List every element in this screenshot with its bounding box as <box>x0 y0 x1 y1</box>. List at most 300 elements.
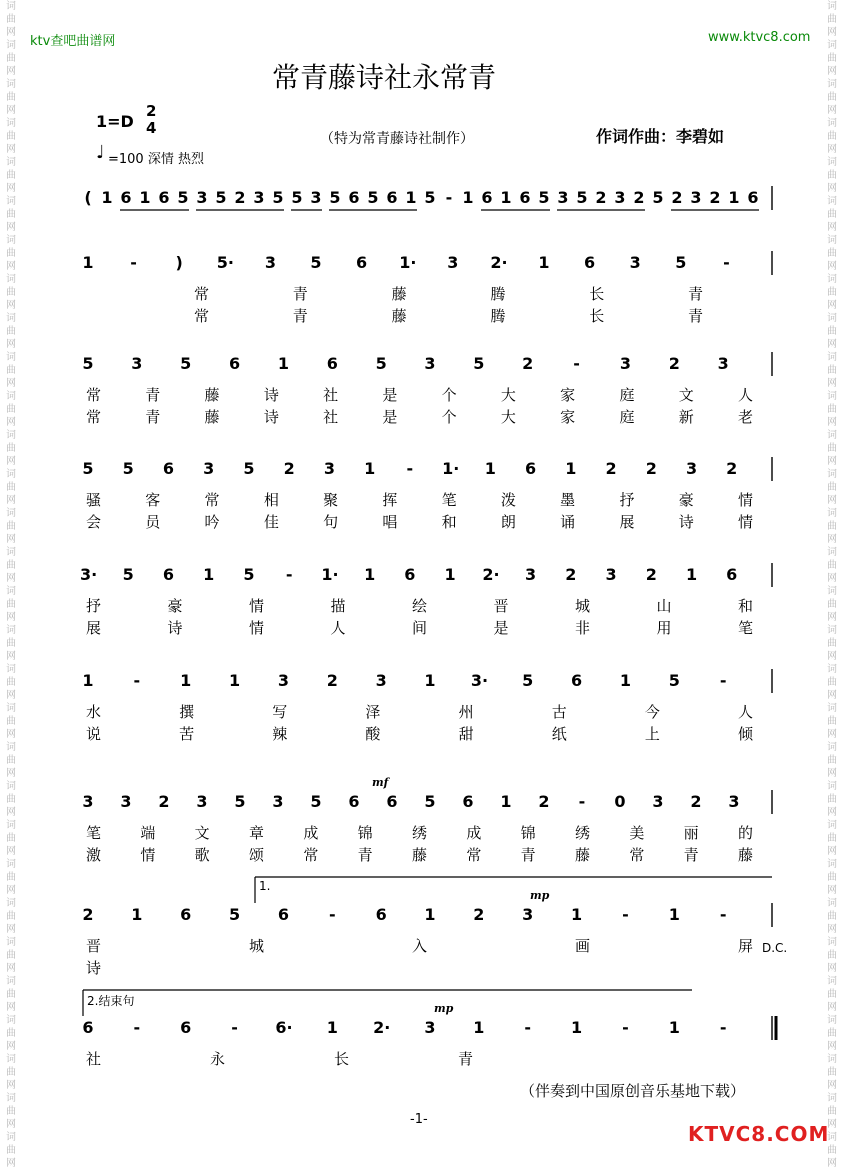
note: - <box>133 1018 141 1037</box>
note: 3 <box>652 792 664 811</box>
time-signature-bottom: 4 <box>146 119 157 137</box>
note: 5 <box>473 354 485 373</box>
lyric-char: 佳 <box>263 513 279 531</box>
note: 5 <box>424 792 436 811</box>
note: 5 <box>243 459 255 478</box>
time-signature-top: 2 <box>146 102 157 120</box>
note: 5 <box>668 671 680 690</box>
lyric-char: 豪 <box>167 597 183 615</box>
lyric-char: 客 <box>145 491 161 509</box>
note: 2 <box>158 792 170 811</box>
note: 2 <box>326 671 338 690</box>
note: 3 <box>728 792 740 811</box>
note: 5 <box>228 905 241 924</box>
tempo-marking: =100 深情 热烈 <box>108 152 204 167</box>
repeat-parenthesis: ) <box>175 253 183 272</box>
note: 5 <box>329 188 341 207</box>
note: 6 <box>519 188 531 207</box>
lyric-char: 成 <box>466 824 482 842</box>
lyric-char: 辣 <box>272 725 288 743</box>
note: 1 <box>101 188 113 207</box>
note: 5 <box>243 565 255 584</box>
note: 5 <box>215 188 227 207</box>
note: 3 <box>120 792 132 811</box>
lyric-char: 笔 <box>441 491 457 509</box>
note: 6 <box>180 1018 192 1037</box>
note: 1 <box>180 671 192 690</box>
lyric-char: 朗 <box>500 513 516 531</box>
lyric-char: 晋 <box>86 937 102 955</box>
note: 1 <box>364 459 376 478</box>
lyric-char: 骚 <box>86 491 102 509</box>
note: - <box>578 792 586 811</box>
note: 1 <box>139 188 151 207</box>
note: 1 <box>668 1018 680 1037</box>
lyric-char: 吟 <box>204 513 220 531</box>
lyric-char: 是 <box>382 408 398 426</box>
note: 0 <box>614 792 626 811</box>
lyric-char: 苦 <box>179 725 195 743</box>
note: - <box>231 1018 238 1037</box>
note: 2 <box>645 459 657 478</box>
note: 2 <box>633 188 645 207</box>
note: - <box>719 1018 727 1037</box>
note: 1 <box>424 905 436 924</box>
lyric-char: 藤 <box>391 307 407 325</box>
dynamic-marking: mp <box>530 889 550 902</box>
note: 5 <box>375 354 387 373</box>
note: 6 <box>162 459 175 478</box>
note: 3 <box>131 354 143 373</box>
note: 3 <box>424 354 436 373</box>
lyric-char: 歌 <box>194 846 210 864</box>
lyric-char: 入 <box>412 937 428 955</box>
lyric-char: 晋 <box>493 597 509 615</box>
note: 1 <box>538 253 550 272</box>
note: 3 <box>447 253 459 272</box>
lyric-char: 永 <box>210 1050 226 1068</box>
note: 5 <box>122 565 134 584</box>
note: 6 <box>584 253 596 272</box>
lyric-char: 端 <box>140 824 156 842</box>
note: 5 <box>367 188 379 207</box>
lyric-char: 青 <box>458 1050 474 1068</box>
lyric-char: 常 <box>629 846 645 864</box>
lyric-char: 激 <box>86 846 102 864</box>
lyric-char: 相 <box>263 491 279 509</box>
lyric-char: 泽 <box>365 703 381 721</box>
lyric-char: 山 <box>656 597 672 615</box>
lyric-char: 用 <box>656 619 672 637</box>
lyric-char: 撰 <box>179 703 195 721</box>
note: 1 <box>570 1018 583 1037</box>
lyric-char: 腾 <box>490 285 506 303</box>
lyric-char: 常 <box>194 307 210 325</box>
lyric-char: 屏 <box>738 937 754 955</box>
note: 2 <box>726 459 738 478</box>
note: 3 <box>375 671 387 690</box>
lyric-char: 藤 <box>738 846 754 864</box>
note: 3 <box>629 253 641 272</box>
note: 1 <box>668 905 680 924</box>
note: 3 <box>685 459 698 478</box>
note: 1 <box>565 459 577 478</box>
lyric-char: 描 <box>330 597 346 615</box>
lyric-char: 青 <box>688 285 704 303</box>
note: 6 <box>375 905 387 924</box>
lyric-char: 和 <box>441 513 457 531</box>
note: 3 <box>323 459 335 478</box>
note: 6 <box>747 188 759 207</box>
note: 5 <box>310 792 322 811</box>
lyric-char: 常 <box>86 408 102 426</box>
lyric-char: 美 <box>629 824 645 842</box>
note: 5 <box>652 188 664 207</box>
lyric-char: 绘 <box>412 597 428 615</box>
note: 2 <box>690 792 702 811</box>
lyric-char: 泼 <box>500 491 516 509</box>
note: 3 <box>557 188 569 207</box>
lyric-char: 绣 <box>575 824 591 842</box>
note: 6 <box>481 188 493 207</box>
note: 2 <box>709 188 721 207</box>
note: 1 <box>82 253 94 272</box>
lyric-char: 青 <box>683 846 699 864</box>
lyric-char: 青 <box>688 307 704 325</box>
lyric-char: 个 <box>441 408 457 426</box>
note: 6 <box>726 565 738 584</box>
lyric-char: 州 <box>458 703 474 721</box>
note: 1 <box>82 671 94 690</box>
note: 1 <box>326 1018 338 1037</box>
note: 2 <box>645 565 657 584</box>
note: 5 <box>82 459 94 478</box>
note: 6 <box>570 671 583 690</box>
note: 6 <box>386 792 398 811</box>
lyric-char: 庭 <box>619 386 635 404</box>
note: 2 <box>522 354 534 373</box>
lyric-char: 诗 <box>678 513 694 531</box>
note: 6 <box>525 459 537 478</box>
note: 3 <box>203 459 215 478</box>
note: 3 <box>272 792 284 811</box>
lyric-char: 写 <box>272 703 288 721</box>
note: 1 <box>228 671 241 690</box>
note: 5 <box>272 188 284 207</box>
lyric-char: 笔 <box>738 619 754 637</box>
note: 2· <box>482 565 500 584</box>
site-name-left: ktv查吧曲谱网 <box>30 34 116 49</box>
lyric-char: 大 <box>500 408 516 426</box>
note: 3· <box>470 671 489 690</box>
note: 5 <box>576 188 588 207</box>
lyric-char: 展 <box>86 619 102 637</box>
note: - <box>130 253 137 272</box>
lyric-char: 说 <box>86 725 102 743</box>
lyric-char: 个 <box>441 386 457 404</box>
note: 6 <box>180 905 192 924</box>
lyric-char: 章 <box>249 824 265 842</box>
lyric-char: 常 <box>303 846 319 864</box>
note: 3 <box>605 565 617 584</box>
lyric-char: 青 <box>292 307 308 325</box>
note: 2 <box>565 565 577 584</box>
note: 6· <box>275 1018 293 1037</box>
lyric-char: 古 <box>551 703 567 721</box>
note: 5 <box>675 253 687 272</box>
note: 2· <box>490 253 508 272</box>
note: 2 <box>668 354 680 373</box>
repeat-parenthesis: ( <box>84 188 92 207</box>
note: 6 <box>228 354 241 373</box>
lyric-char: 人 <box>330 619 346 637</box>
lyric-char: 的 <box>738 824 754 842</box>
lyric-char: 文 <box>194 824 210 842</box>
note: 6 <box>462 792 474 811</box>
lyric-char: 画 <box>575 937 591 955</box>
note: - <box>573 354 580 373</box>
lyric-char: 家 <box>560 408 576 426</box>
lyric-char: 青 <box>520 846 536 864</box>
key-signature: 1=D <box>96 112 134 131</box>
note: 5 <box>424 188 436 207</box>
note: 1 <box>570 905 583 924</box>
note: 6 <box>326 354 338 373</box>
lyric-char: 老 <box>738 408 754 426</box>
note: 5· <box>216 253 235 272</box>
note: 1 <box>424 671 436 690</box>
lyric-char: 锦 <box>520 824 536 842</box>
dynamic-marking: mf <box>372 776 389 789</box>
note: - <box>719 905 727 924</box>
note: 1 <box>364 565 376 584</box>
note: - <box>622 1018 629 1037</box>
note: 6 <box>162 565 175 584</box>
note: 5 <box>538 188 550 207</box>
lyric-char: 长 <box>589 307 605 325</box>
note: - <box>723 253 730 272</box>
quarter-note-icon: ♩ <box>96 142 105 163</box>
note: 1· <box>442 459 460 478</box>
lyric-char: 文 <box>678 386 694 404</box>
lyric-char: 诗 <box>86 959 102 977</box>
note: 1· <box>399 253 417 272</box>
lyric-char: 藤 <box>575 846 591 864</box>
note: 6 <box>386 188 398 207</box>
lyric-char: 常 <box>86 386 102 404</box>
note: 3 <box>196 792 208 811</box>
site-logo: KTVC8.COM <box>688 1122 830 1146</box>
note: 1 <box>444 565 456 584</box>
dynamic-marking: mp <box>434 1002 454 1015</box>
note: 2 <box>283 459 295 478</box>
site-url-right: www.ktvc8.com <box>708 30 811 45</box>
lyric-char: 腾 <box>490 307 506 325</box>
lyric-char: 长 <box>589 285 605 303</box>
note: 1 <box>484 459 496 478</box>
note: 5 <box>82 354 94 373</box>
note: 2 <box>82 905 94 924</box>
page-number: -1- <box>410 1112 428 1127</box>
lyric-char: 水 <box>86 703 102 721</box>
note: 1 <box>203 565 215 584</box>
note: 3 <box>522 905 534 924</box>
volta-label: 2.结束句 <box>87 994 135 1008</box>
da-capo-marking: D.C. <box>762 941 788 955</box>
lyric-char: 今 <box>644 703 660 721</box>
note: - <box>328 905 336 924</box>
note: 3 <box>690 188 702 207</box>
note: 2 <box>595 188 607 207</box>
lyric-char: 颂 <box>249 846 265 864</box>
note: 2 <box>538 792 550 811</box>
page-title: 常青藤诗社永常青 <box>272 61 497 94</box>
lyric-char: 唱 <box>382 513 398 531</box>
note: - <box>719 671 727 690</box>
lyric-char: 长 <box>334 1050 350 1068</box>
note: 1 <box>728 188 740 207</box>
lyric-char: 上 <box>644 725 660 743</box>
note: 1 <box>500 792 512 811</box>
lyric-char: 甜 <box>458 725 474 743</box>
lyric-char: 藤 <box>412 846 428 864</box>
note: 3· <box>80 565 98 584</box>
note: 1· <box>321 565 339 584</box>
note: 3 <box>717 354 729 373</box>
lyric-char: 城 <box>249 937 265 955</box>
lyric-char: 抒 <box>619 491 635 509</box>
lyric-char: 非 <box>575 619 591 637</box>
note: - <box>133 671 141 690</box>
lyric-char: 墨 <box>560 491 576 509</box>
note: - <box>524 1018 532 1037</box>
note: 3 <box>82 792 94 811</box>
note: - <box>445 188 453 207</box>
lyric-char: 挥 <box>382 491 398 509</box>
note: 3 <box>253 188 265 207</box>
note: 1 <box>500 188 512 207</box>
note: 3 <box>196 188 208 207</box>
note: 1 <box>277 354 289 373</box>
lyric-char: 诗 <box>263 408 279 426</box>
note: 6 <box>158 188 170 207</box>
note: 1 <box>405 188 417 207</box>
lyric-char: 绣 <box>412 824 428 842</box>
note: 6 <box>120 188 132 207</box>
accompaniment-note: （伴奏到中国原创音乐基地下载） <box>520 1082 746 1100</box>
lyric-char: 会 <box>86 513 102 531</box>
note: 2 <box>671 188 683 207</box>
note: 2 <box>473 905 485 924</box>
lyric-char: 社 <box>323 386 339 404</box>
note: 2 <box>234 188 246 207</box>
lyric-char: 情 <box>249 619 265 637</box>
lyric-char: 成 <box>303 824 319 842</box>
lyric-char: 情 <box>738 513 754 531</box>
note: 1 <box>462 188 474 207</box>
note: 6 <box>277 905 289 924</box>
lyric-char: 新 <box>678 408 694 426</box>
note: 3 <box>525 565 537 584</box>
lyric-char: 人 <box>738 386 754 404</box>
note: - <box>406 459 414 478</box>
lyric-char: 丽 <box>683 824 699 842</box>
lyric-char: 是 <box>382 386 398 404</box>
lyric-char: 青 <box>145 386 161 404</box>
lyric-char: 是 <box>493 619 509 637</box>
lyric-char: 常 <box>194 285 210 303</box>
lyric-char: 人 <box>738 703 754 721</box>
note: 3 <box>619 354 631 373</box>
note: 3 <box>264 253 276 272</box>
lyric-char: 间 <box>412 619 428 637</box>
lyric-char: 情 <box>140 846 156 864</box>
note: 5 <box>180 354 192 373</box>
note: 6 <box>82 1018 94 1037</box>
lyric-char: 藤 <box>204 386 220 404</box>
lyric-char: 句 <box>323 513 339 531</box>
note: 6 <box>348 188 360 207</box>
subtitle: （特为常青藤诗社制作） <box>320 131 474 147</box>
right-watermark-strip: 词 曲 网 词 曲 网 词 曲 网 词 曲 网 词 曲 网 词 曲 网 词 曲 网 词 曲 网 词 曲 网 词 曲 网 词 曲 网 词 曲 网 词 曲 网 词 曲 网 词 曲 网 词 曲 网 词 曲 网 词 曲 网 词 曲 网 词 曲 网 词 曲 网 词 曲 网 词 曲 网 词 曲 网 词 曲 网 词 曲 网 词 曲 网 词 曲 网 词 曲 网 词 曲 网 <box>827 1 837 1169</box>
lyric-char: 社 <box>323 408 339 426</box>
note: 3 <box>424 1018 436 1037</box>
note: 5 <box>522 671 534 690</box>
lyric-char: 员 <box>145 513 161 531</box>
lyric-char: 酸 <box>365 725 381 743</box>
lyric-char: 常 <box>466 846 482 864</box>
lyric-char: 诗 <box>263 386 279 404</box>
note: 3 <box>310 188 322 207</box>
note: 2· <box>373 1018 391 1037</box>
note: - <box>622 905 629 924</box>
note: 6 <box>404 565 416 584</box>
lyric-char: 青 <box>145 408 161 426</box>
lyric-char: 锦 <box>357 824 373 842</box>
lyric-char: 常 <box>204 491 220 509</box>
volta-label: 1. <box>259 879 271 893</box>
note: 5 <box>177 188 189 207</box>
lyric-char: 城 <box>575 597 591 615</box>
note: 1 <box>473 1018 485 1037</box>
lyric-char: 青 <box>357 846 373 864</box>
note: - <box>285 565 293 584</box>
lyric-char: 展 <box>619 513 635 531</box>
lyric-char: 社 <box>86 1050 102 1068</box>
lyric-char: 诵 <box>560 513 576 531</box>
note: 6 <box>356 253 368 272</box>
lyric-char: 大 <box>500 386 516 404</box>
note: 1 <box>685 565 698 584</box>
note: 3 <box>614 188 626 207</box>
lyric-char: 家 <box>560 386 576 404</box>
lyric-char: 情 <box>738 491 754 509</box>
note: 5 <box>291 188 303 207</box>
note: 5 <box>122 459 134 478</box>
left-watermark-strip: 词 曲 网 词 曲 网 词 曲 网 词 曲 网 词 曲 网 词 曲 网 词 曲 网 词 曲 网 词 曲 网 词 曲 网 词 曲 网 词 曲 网 词 曲 网 词 曲 网 词 曲 网 词 曲 网 词 曲 网 词 曲 网 词 曲 网 词 曲 网 词 曲 网 词 曲 网 词 曲 网 词 曲 网 词 曲 网 词 曲 网 词 曲 网 词 曲 网 词 曲 网 词 曲 网 <box>6 1 16 1169</box>
note: 1 <box>619 671 631 690</box>
composer: 作词作曲：李碧如 <box>596 127 725 146</box>
lyric-char: 和 <box>738 597 754 615</box>
lyric-char: 诗 <box>167 619 183 637</box>
note: 1 <box>131 905 143 924</box>
note: 5 <box>234 792 246 811</box>
lyric-char: 豪 <box>678 491 694 509</box>
lyric-char: 藤 <box>204 408 220 426</box>
lyric-char: 青 <box>292 285 308 303</box>
note: 2 <box>605 459 617 478</box>
note: 6 <box>348 792 360 811</box>
